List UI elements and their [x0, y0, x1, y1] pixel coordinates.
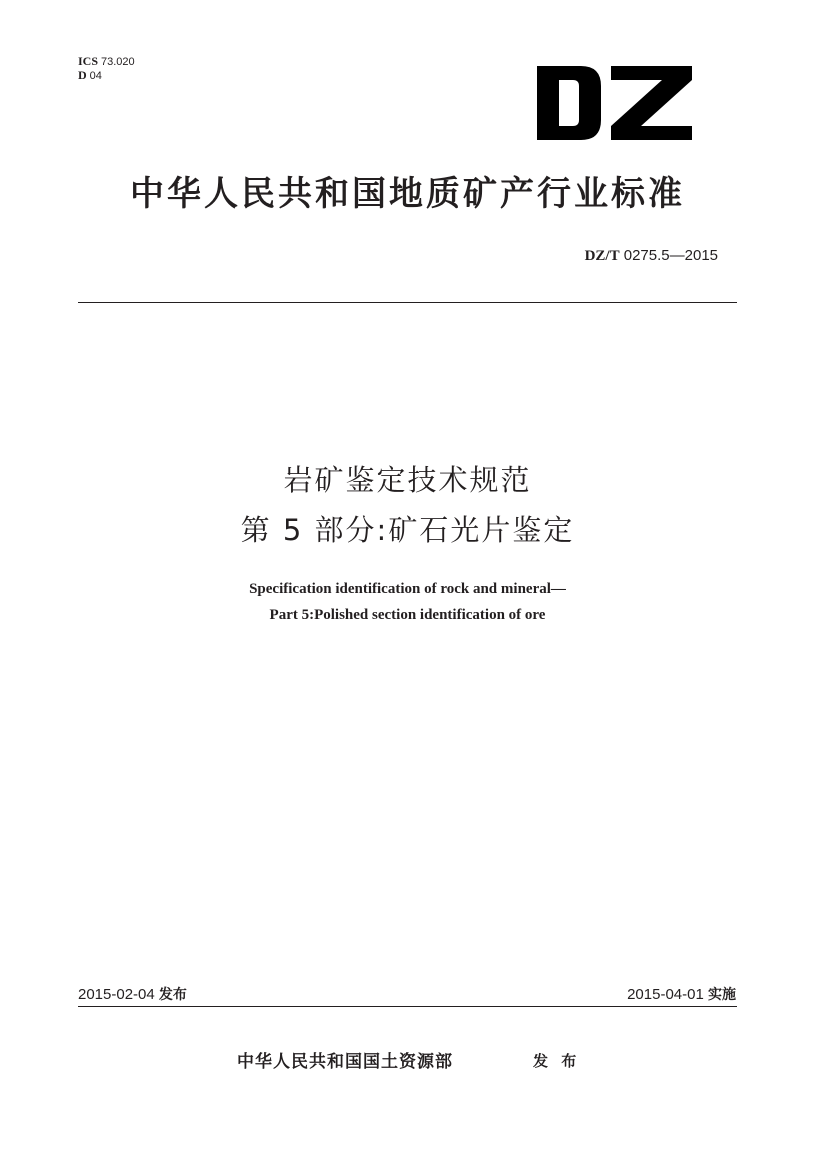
ics-code: 73.020	[101, 56, 135, 68]
header-divider	[78, 302, 737, 303]
standard-prefix: DZ/T	[584, 248, 620, 264]
implement-date-value: 2015-04-01	[627, 986, 704, 1003]
standard-category-title: 中华人民共和国地质矿产行业标准	[130, 174, 685, 214]
ccs-label: D	[78, 68, 87, 82]
implement-label: 实施	[708, 987, 736, 1003]
ics-line	[78, 55, 135, 69]
standard-number-value: 0275.5—2015	[623, 247, 718, 264]
publish-date	[78, 984, 187, 1004]
english-title-line-2: Part 5:Polished section identification of ore	[269, 607, 546, 623]
implement-date	[627, 984, 736, 1004]
issuing-authority: 中华人民共和国国土资源部	[237, 1052, 453, 1072]
dz-logo	[537, 66, 692, 140]
chinese-title-line-1: 岩矿鉴定技术规范	[283, 463, 532, 497]
footer-divider	[78, 1006, 737, 1007]
issue-label: 发 布	[533, 1052, 577, 1070]
ccs-code: 04	[89, 70, 102, 82]
dz-logo-graphic	[537, 66, 692, 140]
classification-codes	[78, 55, 135, 83]
standard-number	[585, 247, 718, 265]
ics-label: ICS	[78, 54, 99, 68]
ccs-line	[78, 69, 135, 83]
publish-label: 发布	[158, 987, 187, 1003]
publish-date-value: 2015-02-04	[78, 986, 155, 1003]
chinese-title-line-2: 第 5 部分:矿石光片鉴定	[240, 513, 575, 547]
english-title-line-1: Specification identification of rock and mineral—	[249, 581, 566, 597]
